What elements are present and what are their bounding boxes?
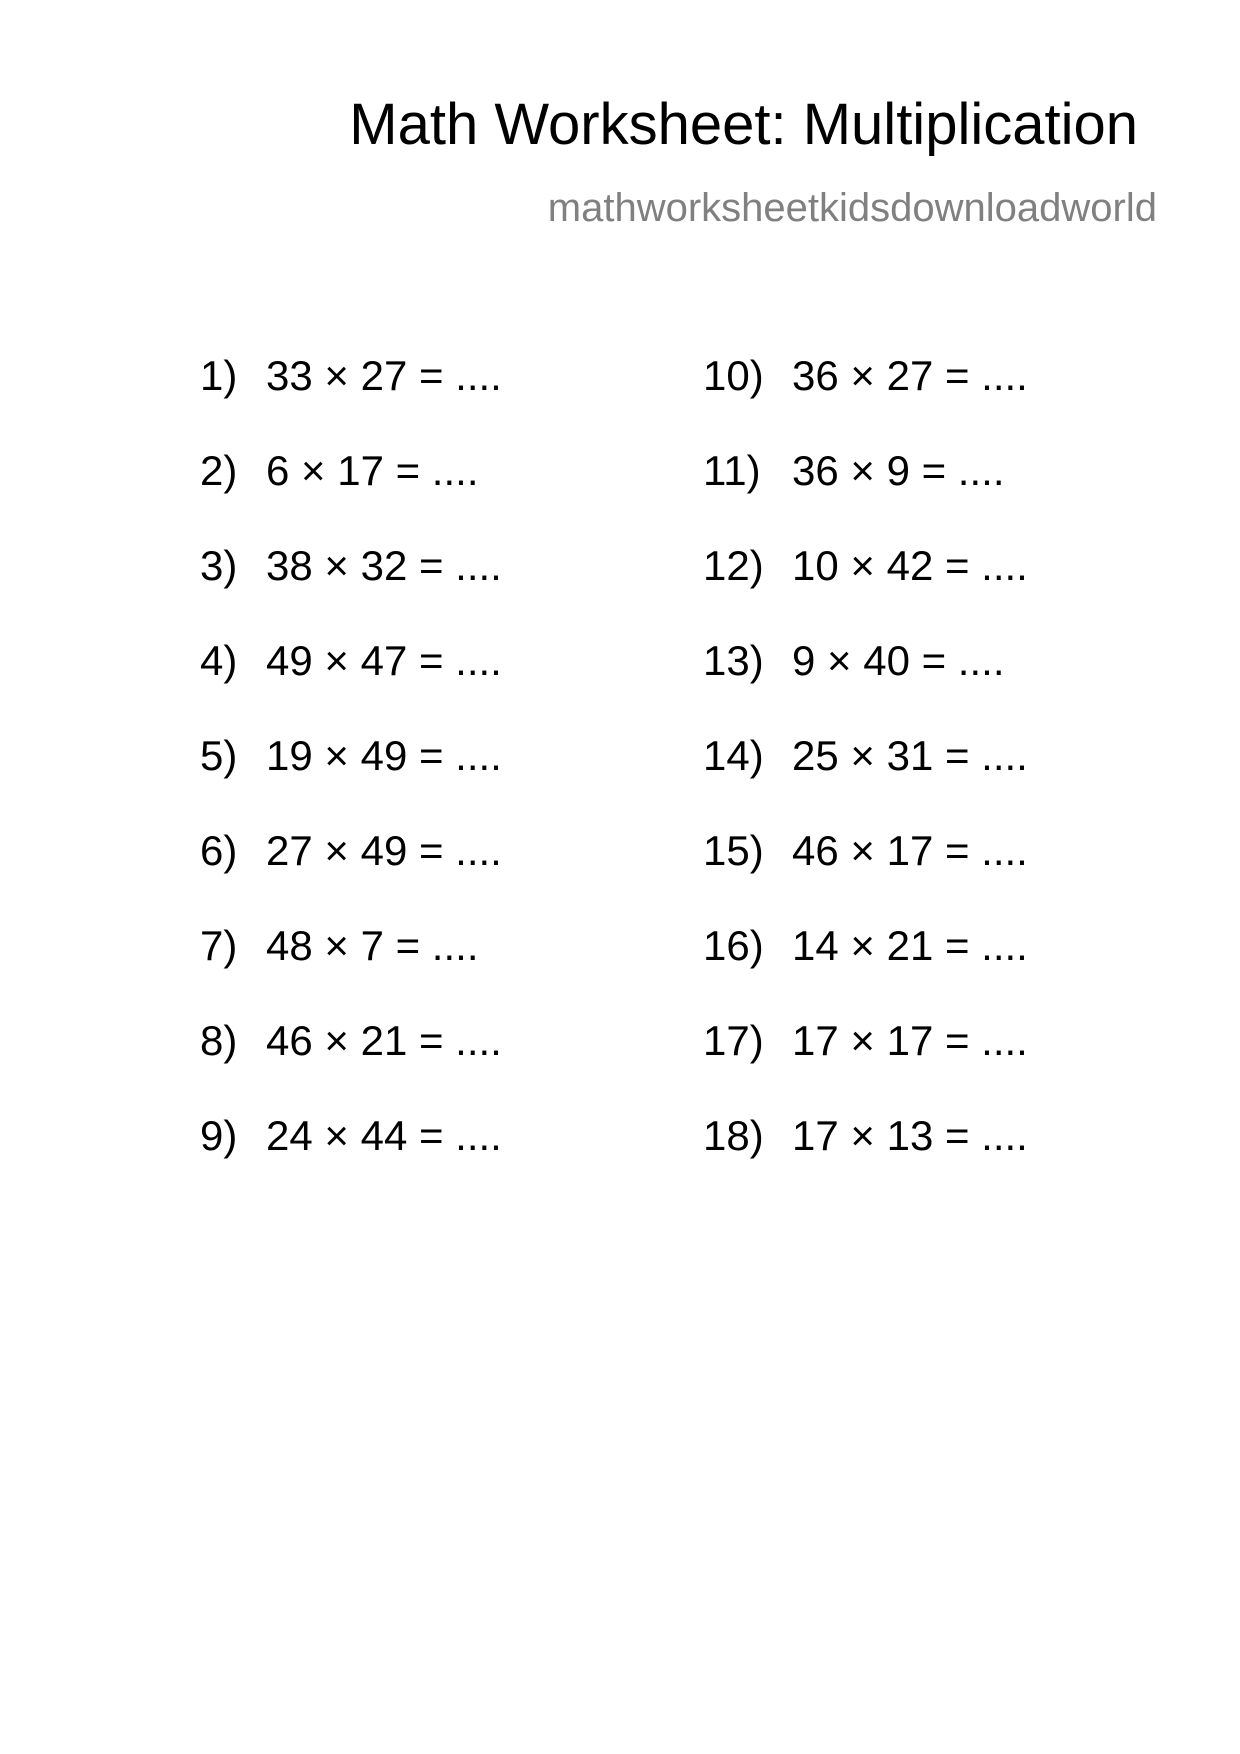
problem-expression: 14 × 21 = .... [792, 922, 1028, 969]
problem-5 [200, 732, 502, 827]
problem-number: 2) [200, 447, 238, 494]
problem-expression: 36 × 27 = .... [792, 352, 1028, 399]
problem-number: 4) [200, 637, 238, 684]
problem-8 [200, 1017, 502, 1112]
problem-expression: 33 × 27 = .... [266, 352, 502, 399]
problem-number: 9) [200, 1112, 238, 1159]
problem-expression: 27 × 49 = .... [266, 827, 502, 874]
problem-number: 5) [200, 732, 238, 779]
problem-expression: 9 × 40 = .... [792, 637, 1005, 684]
problem-number: 10) [703, 352, 764, 399]
page-title: Math Worksheet: Multiplication [349, 92, 1138, 157]
problem-14 [703, 732, 1028, 827]
problem-18 [703, 1112, 1028, 1207]
problem-expression: 10 × 42 = .... [792, 542, 1028, 589]
problem-number: 12) [703, 542, 764, 589]
problem-number: 11) [703, 447, 761, 494]
problem-number: 6) [200, 827, 238, 874]
problem-15 [703, 827, 1028, 922]
problem-expression: 36 × 9 = .... [792, 447, 1005, 494]
problem-expression: 19 × 49 = .... [266, 732, 502, 779]
problem-1 [200, 352, 502, 447]
problem-number: 3) [200, 542, 238, 589]
problem-number: 1) [200, 352, 238, 399]
problem-3 [200, 542, 502, 637]
problem-number: 17) [703, 1017, 764, 1064]
problem-number: 16) [703, 922, 764, 969]
problem-2 [200, 447, 502, 542]
problem-number: 18) [703, 1112, 764, 1159]
problem-expression: 6 × 17 = .... [266, 447, 479, 494]
problem-expression: 17 × 13 = .... [792, 1112, 1028, 1159]
problem-number: 7) [200, 922, 238, 969]
problem-17 [703, 1017, 1028, 1112]
problem-6 [200, 827, 502, 922]
problem-number: 14) [703, 732, 764, 779]
problem-13 [703, 637, 1028, 732]
problem-7 [200, 922, 502, 1017]
page-subtitle: mathworksheetkidsdownloadworld [547, 186, 1157, 230]
problem-expression: 46 × 21 = .... [266, 1017, 502, 1064]
problem-column-left [200, 352, 502, 1207]
problem-expression: 24 × 44 = .... [266, 1112, 502, 1159]
problem-expression: 38 × 32 = .... [266, 542, 502, 589]
problem-number: 15) [703, 827, 764, 874]
problem-expression: 17 × 17 = .... [792, 1017, 1028, 1064]
problem-16 [703, 922, 1028, 1017]
problem-expression: 49 × 47 = .... [266, 637, 502, 684]
problem-10 [703, 352, 1028, 447]
problem-9 [200, 1112, 502, 1207]
problem-column-right [703, 352, 1028, 1207]
problem-expression: 48 × 7 = .... [266, 922, 479, 969]
problem-number: 8) [200, 1017, 238, 1064]
problem-11 [703, 447, 1028, 542]
problem-expression: 25 × 31 = .... [792, 732, 1028, 779]
problem-number: 13) [703, 637, 764, 684]
problem-expression: 46 × 17 = .... [792, 827, 1028, 874]
problem-12 [703, 542, 1028, 637]
problem-4 [200, 637, 502, 732]
